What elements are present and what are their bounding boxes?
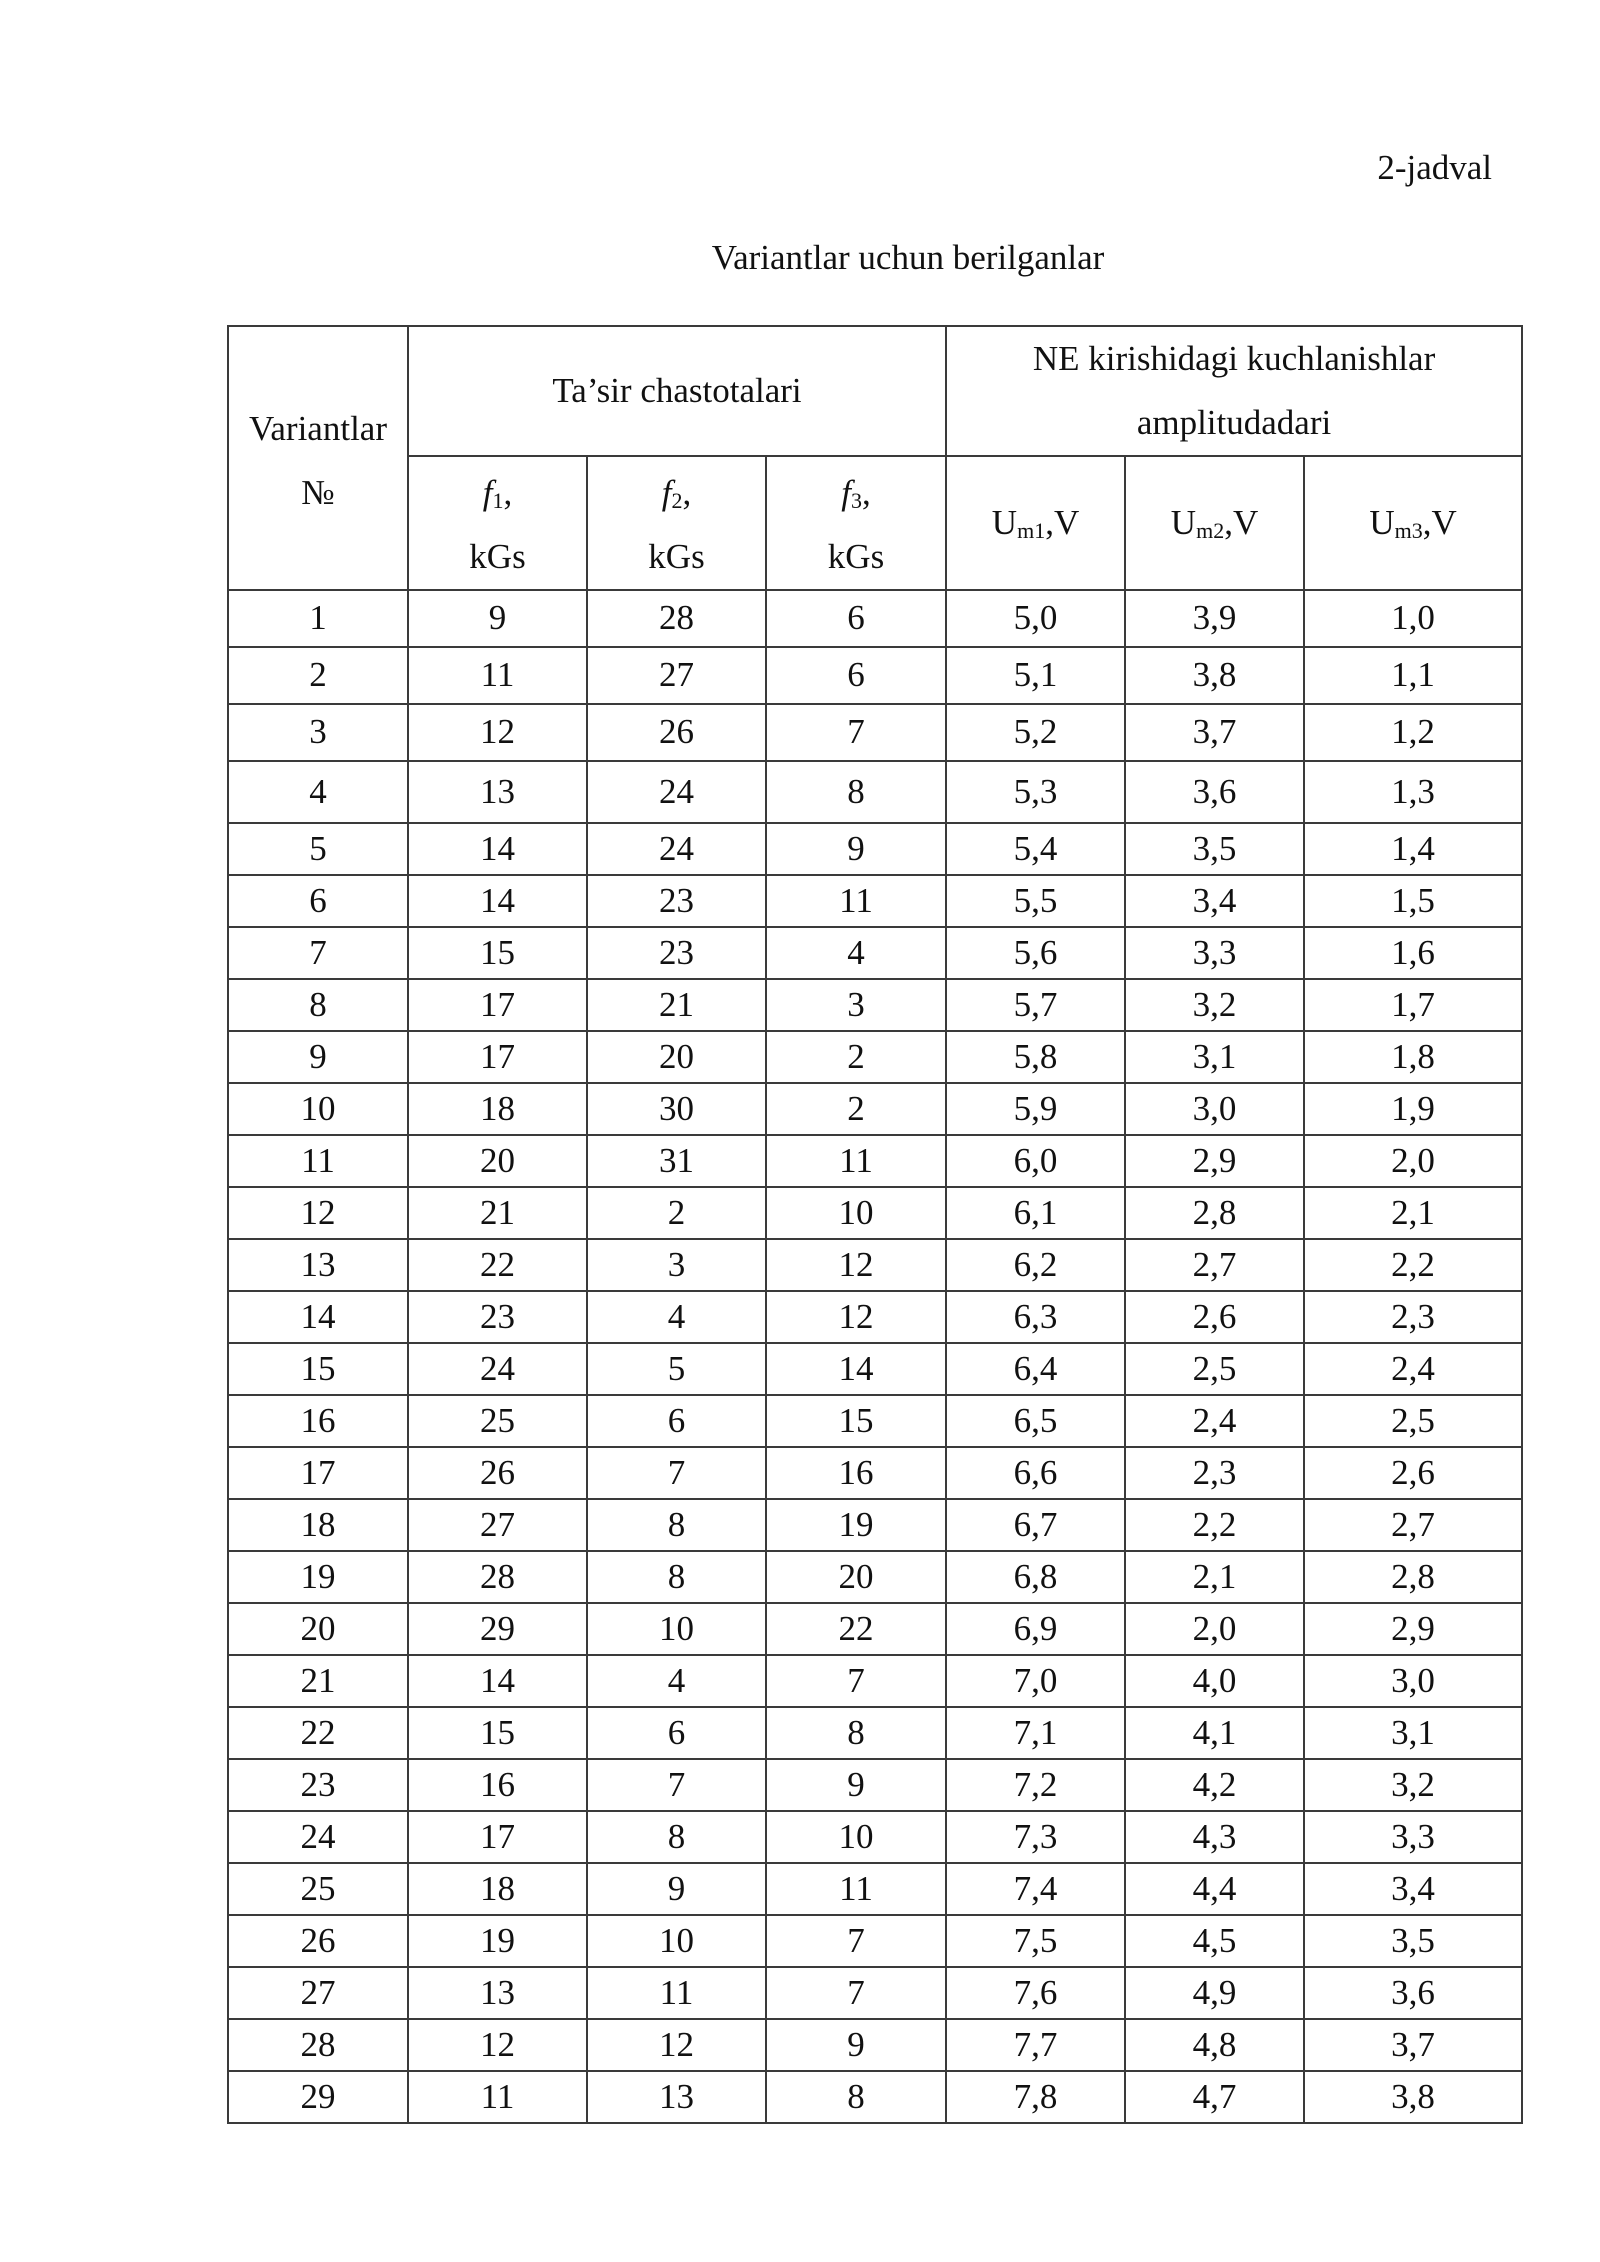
cell-um1: 5,2 — [946, 704, 1125, 761]
cell-f2: 3 — [587, 1239, 766, 1291]
cell-f2: 10 — [587, 1603, 766, 1655]
cell-um1: 5,1 — [946, 647, 1125, 704]
table-row — [228, 704, 1522, 761]
cell-f3: 16 — [766, 1447, 946, 1499]
cell-f2: 31 — [587, 1135, 766, 1187]
variants-table — [227, 325, 1523, 2124]
table-row — [228, 1603, 1522, 1655]
table-row — [228, 1655, 1522, 1707]
um1-header: $U_{m1},V$ — [946, 456, 1125, 590]
cell-um3: 2,3 — [1304, 1291, 1522, 1343]
cell-f3: 12 — [766, 1239, 946, 1291]
cell-um1: 6,6 — [946, 1447, 1125, 1499]
cell-f3: 7 — [766, 1915, 946, 1967]
table-row — [228, 1187, 1522, 1239]
cell-f1: 28 — [408, 1551, 587, 1603]
cell-variant: 12 — [228, 1187, 408, 1239]
cell-f2: 8 — [587, 1499, 766, 1551]
cell-variant: 29 — [228, 2071, 408, 2123]
cell-f1: 22 — [408, 1239, 587, 1291]
cell-f3: 14 — [766, 1343, 946, 1395]
cell-um2: 3,1 — [1125, 1031, 1304, 1083]
cell-variant: 26 — [228, 1915, 408, 1967]
cell-um3: 1,9 — [1304, 1083, 1522, 1135]
cell-variant: 25 — [228, 1863, 408, 1915]
cell-f2: 8 — [587, 1811, 766, 1863]
cell-um1: 6,0 — [946, 1135, 1125, 1187]
cell-f2: 11 — [587, 1967, 766, 2019]
cell-um2: 4,2 — [1125, 1759, 1304, 1811]
table-row — [228, 1031, 1522, 1083]
cell-f3: 7 — [766, 1655, 946, 1707]
header-row-columns — [228, 456, 1522, 590]
cell-um3: 2,9 — [1304, 1603, 1522, 1655]
cell-um1: 5,7 — [946, 979, 1125, 1031]
cell-um3: 1,3 — [1304, 761, 1522, 823]
cell-variant: 19 — [228, 1551, 408, 1603]
cell-um2: 3,4 — [1125, 875, 1304, 927]
cell-f3: 19 — [766, 1499, 946, 1551]
cell-f2: 13 — [587, 2071, 766, 2123]
cell-um1: 7,5 — [946, 1915, 1125, 1967]
cell-f1: 23 — [408, 1291, 587, 1343]
cell-um2: 2,8 — [1125, 1187, 1304, 1239]
cell-f2: 24 — [587, 823, 766, 875]
cell-f1: 17 — [408, 979, 587, 1031]
cell-um3: 1,4 — [1304, 823, 1522, 875]
variant-header-line1: Variantlar — [249, 409, 387, 448]
cell-variant: 4 — [228, 761, 408, 823]
cell-um3: 3,2 — [1304, 1759, 1522, 1811]
cell-um3: 2,4 — [1304, 1343, 1522, 1395]
table-row — [228, 1707, 1522, 1759]
cell-um3: 3,5 — [1304, 1915, 1522, 1967]
cell-variant: 9 — [228, 1031, 408, 1083]
cell-f1: 9 — [408, 590, 587, 647]
cell-f1: 27 — [408, 1499, 587, 1551]
cell-um3: 1,1 — [1304, 647, 1522, 704]
cell-f3: 10 — [766, 1187, 946, 1239]
cell-f1: 19 — [408, 1915, 587, 1967]
cell-f3: 8 — [766, 1707, 946, 1759]
cell-f3: 8 — [766, 761, 946, 823]
cell-f1: 20 — [408, 1135, 587, 1187]
cell-variant: 24 — [228, 1811, 408, 1863]
cell-f1: 21 — [408, 1187, 587, 1239]
cell-f2: 30 — [587, 1083, 766, 1135]
table-row — [228, 2019, 1522, 2071]
variant-column-header — [228, 326, 408, 590]
cell-variant: 13 — [228, 1239, 408, 1291]
cell-f3: 8 — [766, 2071, 946, 2123]
cell-um2: 4,3 — [1125, 1811, 1304, 1863]
cell-f3: 6 — [766, 590, 946, 647]
cell-f1: 18 — [408, 1863, 587, 1915]
cell-f1: 29 — [408, 1603, 587, 1655]
um2-header: $U_{m2},V$ — [1125, 456, 1304, 590]
cell-variant: 8 — [228, 979, 408, 1031]
cell-um3: 2,7 — [1304, 1499, 1522, 1551]
table-row — [228, 1135, 1522, 1187]
cell-um2: 3,3 — [1125, 927, 1304, 979]
table-row — [228, 1551, 1522, 1603]
table-row — [228, 1863, 1522, 1915]
cell-um2: 4,0 — [1125, 1655, 1304, 1707]
f1-header: $f_1$, kGs — [408, 456, 587, 590]
cell-um1: 5,0 — [946, 590, 1125, 647]
amplitude-header-line2: amplitudadari — [1136, 403, 1332, 442]
cell-f3: 7 — [766, 1967, 946, 2019]
cell-f2: 5 — [587, 1343, 766, 1395]
cell-f1: 11 — [408, 647, 587, 704]
amplitude-group-header — [946, 326, 1522, 456]
cell-um1: 7,7 — [946, 2019, 1125, 2071]
cell-um1: 5,5 — [946, 875, 1125, 927]
table-row — [228, 1291, 1522, 1343]
table-row — [228, 1915, 1522, 1967]
cell-f2: 2 — [587, 1187, 766, 1239]
cell-um3: 1,7 — [1304, 979, 1522, 1031]
cell-um1: 5,8 — [946, 1031, 1125, 1083]
table-row — [228, 979, 1522, 1031]
cell-um2: 2,6 — [1125, 1291, 1304, 1343]
cell-um2: 4,1 — [1125, 1707, 1304, 1759]
cell-um2: 4,5 — [1125, 1915, 1304, 1967]
table-row — [228, 761, 1522, 823]
table-row — [228, 590, 1522, 647]
cell-variant: 14 — [228, 1291, 408, 1343]
cell-um1: 7,2 — [946, 1759, 1125, 1811]
cell-um1: 7,8 — [946, 2071, 1125, 2123]
cell-f1: 24 — [408, 1343, 587, 1395]
cell-f2: 9 — [587, 1863, 766, 1915]
cell-f3: 4 — [766, 927, 946, 979]
table-row — [228, 647, 1522, 704]
f2-header: $f_2$, kGs — [587, 456, 766, 590]
cell-um1: 6,1 — [946, 1187, 1125, 1239]
cell-um2: 2,4 — [1125, 1395, 1304, 1447]
cell-um3: 3,8 — [1304, 2071, 1522, 2123]
cell-variant: 16 — [228, 1395, 408, 1447]
cell-f2: 24 — [587, 761, 766, 823]
cell-um1: 7,1 — [946, 1707, 1125, 1759]
cell-variant: 20 — [228, 1603, 408, 1655]
cell-um2: 2,5 — [1125, 1343, 1304, 1395]
cell-f1: 14 — [408, 1655, 587, 1707]
cell-variant: 22 — [228, 1707, 408, 1759]
cell-f2: 28 — [587, 590, 766, 647]
cell-um3: 3,3 — [1304, 1811, 1522, 1863]
cell-um2: 3,2 — [1125, 979, 1304, 1031]
cell-um3: 3,1 — [1304, 1707, 1522, 1759]
table-row — [228, 1499, 1522, 1551]
header-row-groups — [228, 326, 1522, 456]
cell-um1: 7,0 — [946, 1655, 1125, 1707]
table-caption: Variantlar uchun berilganlar — [711, 238, 1105, 277]
table-row — [228, 1759, 1522, 1811]
cell-variant: 15 — [228, 1343, 408, 1395]
cell-f2: 6 — [587, 1707, 766, 1759]
table-row — [228, 2071, 1522, 2123]
cell-variant: 17 — [228, 1447, 408, 1499]
cell-f1: 16 — [408, 1759, 587, 1811]
cell-um1: 6,5 — [946, 1395, 1125, 1447]
cell-f2: 12 — [587, 2019, 766, 2071]
variant-header-line2: № — [301, 473, 335, 512]
cell-f3: 11 — [766, 1135, 946, 1187]
cell-f3: 11 — [766, 875, 946, 927]
cell-um1: 6,2 — [946, 1239, 1125, 1291]
cell-um2: 3,5 — [1125, 823, 1304, 875]
cell-f2: 8 — [587, 1551, 766, 1603]
cell-f1: 17 — [408, 1031, 587, 1083]
cell-f3: 9 — [766, 823, 946, 875]
table-row — [228, 1343, 1522, 1395]
cell-um3: 3,6 — [1304, 1967, 1522, 2019]
amplitude-header-line1: NE kirishidagi kuchlanishlar — [1032, 339, 1436, 378]
cell-variant: 27 — [228, 1967, 408, 2019]
frequency-group-header: Ta’sir chastotalari — [408, 326, 946, 456]
cell-f3: 3 — [766, 979, 946, 1031]
cell-um1: 5,4 — [946, 823, 1125, 875]
cell-f2: 26 — [587, 704, 766, 761]
table-row — [228, 875, 1522, 927]
cell-um3: 2,0 — [1304, 1135, 1522, 1187]
cell-variant: 18 — [228, 1499, 408, 1551]
cell-f2: 27 — [587, 647, 766, 704]
cell-f3: 12 — [766, 1291, 946, 1343]
cell-f2: 20 — [587, 1031, 766, 1083]
cell-f2: 4 — [587, 1655, 766, 1707]
f3-header: $f_3$, kGs — [766, 456, 946, 590]
cell-f1: 15 — [408, 1707, 587, 1759]
cell-f3: 9 — [766, 1759, 946, 1811]
cell-variant: 28 — [228, 2019, 408, 2071]
cell-f3: 22 — [766, 1603, 946, 1655]
cell-um1: 6,3 — [946, 1291, 1125, 1343]
cell-um2: 4,7 — [1125, 2071, 1304, 2123]
cell-um3: 1,2 — [1304, 704, 1522, 761]
table-row — [228, 1811, 1522, 1863]
cell-f3: 2 — [766, 1083, 946, 1135]
table-number: 2-jadval — [1377, 148, 1492, 187]
cell-variant: 1 — [228, 590, 408, 647]
cell-um3: 2,8 — [1304, 1551, 1522, 1603]
cell-f3: 15 — [766, 1395, 946, 1447]
cell-f2: 23 — [587, 927, 766, 979]
cell-f1: 12 — [408, 2019, 587, 2071]
cell-f3: 2 — [766, 1031, 946, 1083]
cell-um1: 5,9 — [946, 1083, 1125, 1135]
cell-um3: 2,1 — [1304, 1187, 1522, 1239]
cell-f3: 11 — [766, 1863, 946, 1915]
cell-variant: 23 — [228, 1759, 408, 1811]
cell-variant: 7 — [228, 927, 408, 979]
cell-f1: 13 — [408, 761, 587, 823]
cell-f1: 13 — [408, 1967, 587, 2019]
table-row — [228, 927, 1522, 979]
cell-variant: 3 — [228, 704, 408, 761]
cell-um1: 5,3 — [946, 761, 1125, 823]
cell-f2: 10 — [587, 1915, 766, 1967]
cell-um3: 1,8 — [1304, 1031, 1522, 1083]
cell-um2: 4,9 — [1125, 1967, 1304, 2019]
cell-f3: 7 — [766, 704, 946, 761]
table-row — [228, 1239, 1522, 1291]
table-row — [228, 823, 1522, 875]
cell-f1: 18 — [408, 1083, 587, 1135]
cell-um2: 2,9 — [1125, 1135, 1304, 1187]
cell-um1: 6,4 — [946, 1343, 1125, 1395]
cell-f2: 7 — [587, 1447, 766, 1499]
cell-f1: 17 — [408, 1811, 587, 1863]
cell-f2: 21 — [587, 979, 766, 1031]
cell-f1: 11 — [408, 2071, 587, 2123]
cell-um2: 2,0 — [1125, 1603, 1304, 1655]
cell-um3: 3,4 — [1304, 1863, 1522, 1915]
cell-um1: 7,3 — [946, 1811, 1125, 1863]
cell-f2: 23 — [587, 875, 766, 927]
cell-f1: 15 — [408, 927, 587, 979]
cell-variant: 10 — [228, 1083, 408, 1135]
cell-f3: 9 — [766, 2019, 946, 2071]
cell-um2: 3,8 — [1125, 647, 1304, 704]
cell-um2: 2,3 — [1125, 1447, 1304, 1499]
cell-variant: 5 — [228, 823, 408, 875]
table-row — [228, 1395, 1522, 1447]
table-row — [228, 1083, 1522, 1135]
cell-f2: 4 — [587, 1291, 766, 1343]
cell-um2: 2,7 — [1125, 1239, 1304, 1291]
cell-um2: 2,2 — [1125, 1499, 1304, 1551]
cell-f1: 26 — [408, 1447, 587, 1499]
cell-f2: 6 — [587, 1395, 766, 1447]
cell-um1: 7,6 — [946, 1967, 1125, 2019]
cell-um3: 3,0 — [1304, 1655, 1522, 1707]
cell-variant: 6 — [228, 875, 408, 927]
cell-um3: 2,2 — [1304, 1239, 1522, 1291]
cell-f3: 6 — [766, 647, 946, 704]
cell-um1: 6,8 — [946, 1551, 1125, 1603]
cell-um3: 1,6 — [1304, 927, 1522, 979]
cell-um2: 3,9 — [1125, 590, 1304, 647]
cell-f2: 7 — [587, 1759, 766, 1811]
cell-variant: 11 — [228, 1135, 408, 1187]
table-row — [228, 1447, 1522, 1499]
cell-um2: 2,1 — [1125, 1551, 1304, 1603]
cell-f3: 10 — [766, 1811, 946, 1863]
cell-um1: 6,9 — [946, 1603, 1125, 1655]
cell-um2: 3,6 — [1125, 761, 1304, 823]
cell-f1: 14 — [408, 823, 587, 875]
cell-um3: 1,0 — [1304, 590, 1522, 647]
cell-f1: 25 — [408, 1395, 587, 1447]
cell-um1: 7,4 — [946, 1863, 1125, 1915]
cell-um3: 3,7 — [1304, 2019, 1522, 2071]
cell-um3: 2,6 — [1304, 1447, 1522, 1499]
cell-variant: 21 — [228, 1655, 408, 1707]
cell-um1: 5,6 — [946, 927, 1125, 979]
cell-um1: 6,7 — [946, 1499, 1125, 1551]
cell-variant: 2 — [228, 647, 408, 704]
cell-um2: 4,4 — [1125, 1863, 1304, 1915]
cell-um2: 3,0 — [1125, 1083, 1304, 1135]
um3-header: $U_{m3},V$ — [1304, 456, 1522, 590]
cell-f1: 14 — [408, 875, 587, 927]
cell-um2: 4,8 — [1125, 2019, 1304, 2071]
cell-um3: 1,5 — [1304, 875, 1522, 927]
cell-f1: 12 — [408, 704, 587, 761]
cell-um3: 2,5 — [1304, 1395, 1522, 1447]
table-row — [228, 1967, 1522, 2019]
cell-f3: 20 — [766, 1551, 946, 1603]
cell-um2: 3,7 — [1125, 704, 1304, 761]
